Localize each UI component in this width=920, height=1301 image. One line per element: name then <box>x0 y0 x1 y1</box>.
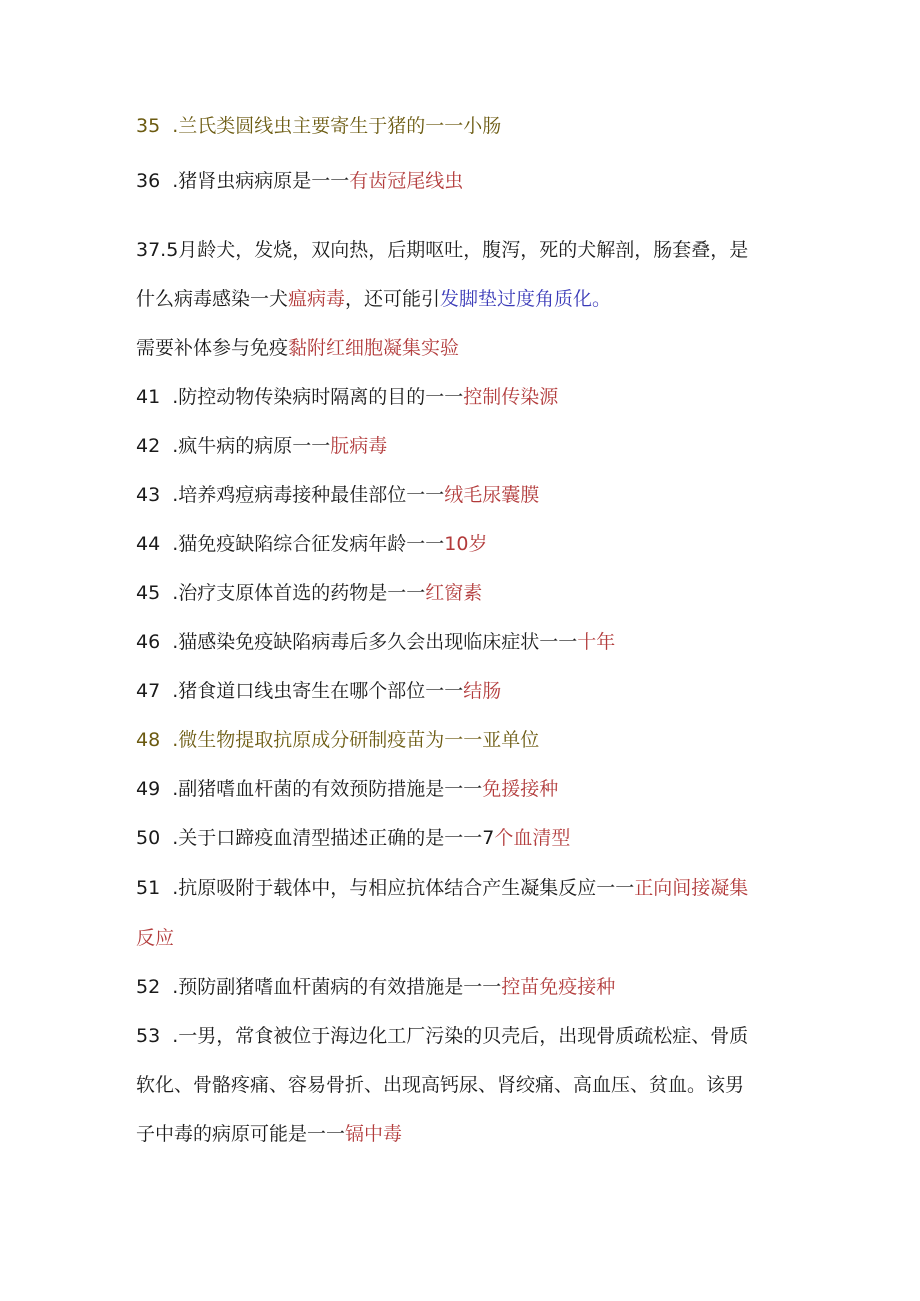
answer-text: 瘟病毒 <box>288 288 346 310</box>
question-37-line-1 <box>136 238 796 262</box>
question-36 <box>136 169 796 193</box>
answer-text: 十年 <box>577 631 616 653</box>
question-text: 46 .猫感染免疫缺陷病毒后多久会出现临床症状一一 <box>136 631 578 653</box>
question-37-line-2 <box>136 287 796 311</box>
question-51-line-1 <box>136 876 796 900</box>
answer-text: 10岁 <box>444 533 488 555</box>
answer-text: 正向间接凝集 <box>634 877 749 899</box>
answer-text: 小肠 <box>463 115 502 137</box>
question-53-line-3 <box>136 1122 796 1146</box>
question-text: 36 .猪肾虫病病原是一一 <box>136 170 350 192</box>
question-text: 35 .兰氏类圆线虫主要寄生于猪的一一 <box>136 115 464 137</box>
question-text: 41 .防控动物传染病时隔离的目的一一 <box>136 386 464 408</box>
answer-text: 绒毛尿囊膜 <box>444 484 540 506</box>
question-text: 43 .培养鸡痘病毒接种最佳部位一一 <box>136 484 445 506</box>
question-43 <box>136 483 796 507</box>
question-text: 53 .一男，常食被位于海边化工厂污染的贝壳后，出现骨质疏松症、骨质 <box>136 1025 749 1047</box>
question-45 <box>136 581 796 605</box>
answer-text: 亚单位 <box>482 729 540 751</box>
question-47 <box>136 679 796 703</box>
complement-line <box>136 336 796 360</box>
question-text: 49 .副猪嗜血杆菌的有效预防措施是一一 <box>136 778 483 800</box>
question-text: 45 .治疗支原体首选的药物是一一 <box>136 582 426 604</box>
question-text: 需要补体参与免疫 <box>136 337 289 359</box>
answer-text: 镉中毒 <box>345 1123 403 1145</box>
question-42 <box>136 434 796 458</box>
answer-text: 控苗免疫接种 <box>501 976 616 998</box>
answer-text: 结肠 <box>463 680 502 702</box>
question-35 <box>136 114 796 138</box>
question-44 <box>136 532 796 556</box>
question-53-line-2 <box>136 1073 796 1097</box>
answer-text: 免援接种 <box>482 778 559 800</box>
answer-text: 反应 <box>136 927 175 949</box>
question-51-line-2 <box>136 926 796 950</box>
question-53-line-1 <box>136 1024 796 1048</box>
question-41 <box>136 385 796 409</box>
question-text: 37.5月龄犬，发烧，双向热，后期呕吐，腹泻，死的犬解剖，肠套叠，是 <box>136 239 749 261</box>
question-text: 42 .疯牛病的病原一一 <box>136 435 331 457</box>
question-text-continued: ，还可能引 <box>345 288 441 310</box>
answer-text: 黏附红细胞凝集实验 <box>288 337 460 359</box>
question-text: 子中毒的病原可能是一一 <box>136 1123 346 1145</box>
question-48 <box>136 728 796 752</box>
answer-text: 控制传染源 <box>463 386 559 408</box>
answer-text: 红窗素 <box>425 582 483 604</box>
question-46 <box>136 630 796 654</box>
question-text: 52 .预防副猪嗜血杆菌病的有效措施是一一 <box>136 976 502 998</box>
question-text: 50 .关于口蹄疫血清型描述正确的是一一7 <box>136 827 495 849</box>
answer-text-secondary: 发脚垫过度角质化。 <box>440 288 612 310</box>
answer-text: 个血清型 <box>494 827 571 849</box>
question-52 <box>136 975 796 999</box>
question-49 <box>136 777 796 801</box>
answer-text: 朊病毒 <box>330 435 388 457</box>
question-text: 什么病毒感染一犬 <box>136 288 289 310</box>
question-text: 软化、骨骼疼痛、容易骨折、出现高钙尿、肾绞痛、高血压、贫血。该男 <box>136 1074 745 1096</box>
answer-text: 有齿冠尾线虫 <box>349 170 464 192</box>
question-text: 47 .猪食道口线虫寄生在哪个部位一一 <box>136 680 464 702</box>
question-text: 44 .猫免疫缺陷综合征发病年龄一一 <box>136 533 445 555</box>
question-text: 48 .微生物提取抗原成分研制疫苗为一一 <box>136 729 483 751</box>
question-text: 51 .抗原吸附于载体中，与相应抗体结合产生凝集反应一一 <box>136 877 635 899</box>
question-50 <box>136 826 796 850</box>
